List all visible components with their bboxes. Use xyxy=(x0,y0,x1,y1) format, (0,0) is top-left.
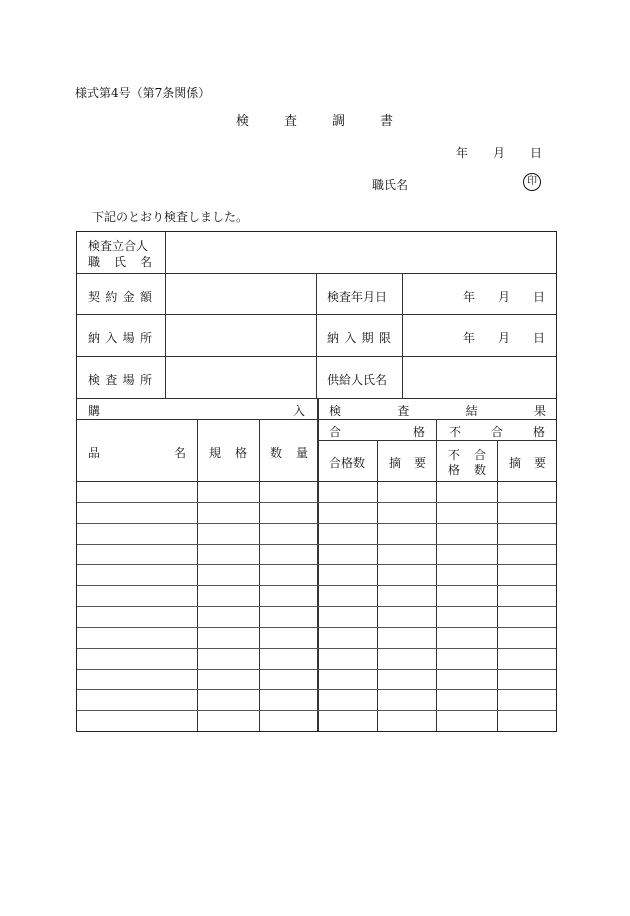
label-char: 入 xyxy=(344,331,357,345)
label-char: 格 xyxy=(234,446,247,460)
item-name-header xyxy=(88,444,186,461)
inspection-date-label: 検査年月日 xyxy=(327,290,388,304)
label-char: 契 xyxy=(88,290,101,304)
label-char: 所 xyxy=(139,373,152,387)
label-char: 査 xyxy=(105,373,118,387)
label-char: 検 xyxy=(329,404,342,418)
purchase-header xyxy=(88,402,305,419)
spec-header xyxy=(209,444,247,461)
seal-mark: 印 xyxy=(523,173,541,191)
label-char: 購 xyxy=(88,404,101,418)
title-char: 書 xyxy=(380,114,396,129)
date-month-label: 月 xyxy=(497,331,510,345)
row-divider xyxy=(77,544,556,545)
label-char: 不 xyxy=(448,448,461,462)
pass-header xyxy=(329,423,425,440)
delivery-place-label xyxy=(88,329,152,346)
signature-label: 職氏名 xyxy=(372,178,409,192)
date-line xyxy=(456,144,542,161)
label-char: 格 xyxy=(532,425,545,439)
label-char: 名 xyxy=(173,446,186,460)
fail-remarks-header xyxy=(509,454,546,471)
row-divider xyxy=(77,585,556,586)
supplier-label: 供給人氏名 xyxy=(327,373,388,387)
label-char: 合 xyxy=(473,448,486,462)
label-char: 摘 xyxy=(509,456,522,470)
quantity-header xyxy=(270,444,308,461)
form-number: 様式第4号（第7条関係） xyxy=(75,86,211,100)
label-char: 入 xyxy=(105,331,118,345)
date-month-label: 月 xyxy=(493,146,506,160)
label-char: 氏 xyxy=(113,255,126,269)
label-char: 約 xyxy=(105,290,118,304)
title-char: 調 xyxy=(332,114,348,129)
pass-count-header: 合格数 xyxy=(329,456,366,470)
label-char: 限 xyxy=(378,331,391,345)
label-char: 査 xyxy=(397,404,410,418)
delivery-deadline-label xyxy=(327,329,391,346)
label-char: 入 xyxy=(292,404,305,418)
fail-count-header-line2 xyxy=(448,461,486,478)
label-char: 結 xyxy=(465,404,478,418)
label-char: 検 xyxy=(88,373,101,387)
delivery-deadline-ymd xyxy=(463,329,545,346)
row-divider xyxy=(77,523,556,524)
date-day-label: 日 xyxy=(532,290,545,304)
row-divider xyxy=(77,564,556,565)
inspection-result-header xyxy=(329,402,546,419)
fail-header xyxy=(449,423,545,440)
label-char: 格 xyxy=(412,425,425,439)
label-char: 名 xyxy=(139,255,152,269)
date-year-label: 年 xyxy=(463,290,476,304)
label-char: 納 xyxy=(327,331,340,345)
inspector-label: 検査立合人 xyxy=(88,239,149,253)
label-char: 要 xyxy=(533,456,546,470)
pass-remarks-header xyxy=(389,454,426,471)
row-divider xyxy=(77,606,556,607)
intro-text: 下記のとおり検査しました。 xyxy=(92,210,249,224)
label-char: 摘 xyxy=(389,456,402,470)
label-char: 不 xyxy=(449,425,462,439)
label-char: 果 xyxy=(533,404,546,418)
inspection-form-table xyxy=(76,231,557,732)
date-day-label: 日 xyxy=(530,146,543,160)
label-char: 規 xyxy=(209,446,222,460)
row-divider xyxy=(77,689,556,690)
label-char: 数 xyxy=(473,463,486,477)
label-char: 額 xyxy=(139,290,152,304)
date-year-label: 年 xyxy=(456,146,469,160)
row-divider xyxy=(77,502,556,503)
row-divider xyxy=(77,710,556,711)
inspector-title-label xyxy=(88,253,152,270)
row-divider xyxy=(77,669,556,670)
title-char: 検 xyxy=(236,114,252,129)
label-char: 金 xyxy=(122,290,135,304)
contract-amount-label xyxy=(88,288,152,305)
label-char: 要 xyxy=(413,456,426,470)
date-month-label: 月 xyxy=(497,290,510,304)
date-year-label: 年 xyxy=(463,331,476,345)
label-char: 職 xyxy=(88,255,101,269)
label-char: 量 xyxy=(295,446,308,460)
label-char: 所 xyxy=(139,331,152,345)
label-char: 納 xyxy=(88,331,101,345)
document-title xyxy=(236,110,395,129)
label-char: 数 xyxy=(270,446,283,460)
row-divider xyxy=(77,627,556,628)
date-day-label: 日 xyxy=(532,331,545,345)
inspection-date-ymd xyxy=(463,288,545,305)
label-char: 場 xyxy=(122,331,135,345)
inspection-place-label xyxy=(88,371,152,388)
label-char: 期 xyxy=(361,331,374,345)
label-char: 格 xyxy=(448,463,461,477)
label-char: 合 xyxy=(329,425,342,439)
title-char: 査 xyxy=(284,114,300,129)
label-char: 品 xyxy=(88,446,101,460)
row-divider xyxy=(77,648,556,649)
label-char: 場 xyxy=(122,373,135,387)
label-char: 合 xyxy=(490,425,503,439)
